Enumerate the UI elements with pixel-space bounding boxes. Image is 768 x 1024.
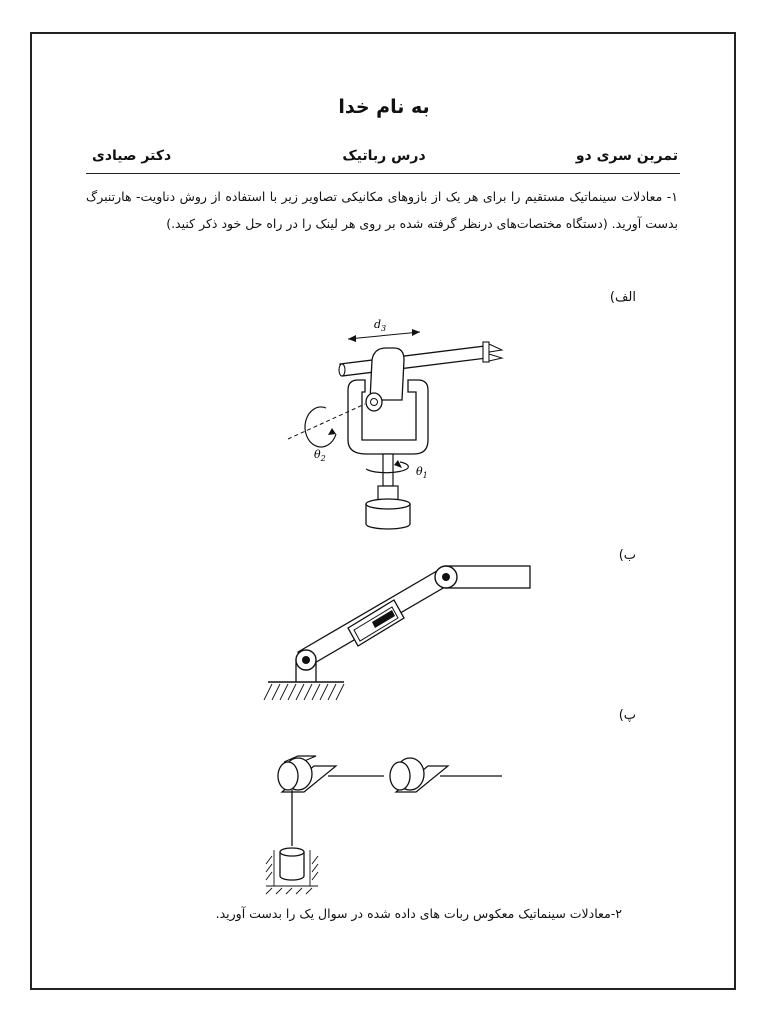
figure-label-a: الف): [609, 290, 636, 305]
figure-label-c: پ): [618, 708, 636, 723]
instructor-name: دکتر صیادی: [92, 148, 172, 164]
theta1-label: $\theta_1$: [416, 465, 428, 480]
course-name: درس رباتیک: [342, 148, 426, 164]
header-rule: [86, 173, 680, 174]
page-title: به نام خدا: [338, 96, 430, 118]
figure-label-b: ب): [618, 548, 636, 563]
figure-a-arm: [270, 312, 520, 537]
d3-label: $d_3$: [374, 318, 387, 333]
theta2-label: $\theta_2$: [314, 448, 326, 463]
figure-c-arm: [258, 746, 518, 896]
question-2: ۲-معادلات سینماتیک معکوس ربات های داده شده در سوال یک را بدست آورید.: [215, 906, 622, 921]
figure-b-arm: [262, 558, 542, 708]
question-1: ۱- معادلات سینماتیک مستقیم را برای هر یک از بازوهای مکانیکی تصاویر زیر با استفاده از روش دناویت- هارتنبرگ بدست آورید. (دستگاه مختصات‌های درنظر گرفته شده بر روی هر لینک را در راه حل خود ذکر کنید.): [86, 189, 678, 231]
assignment-title: تمرین سری دو: [575, 148, 678, 164]
